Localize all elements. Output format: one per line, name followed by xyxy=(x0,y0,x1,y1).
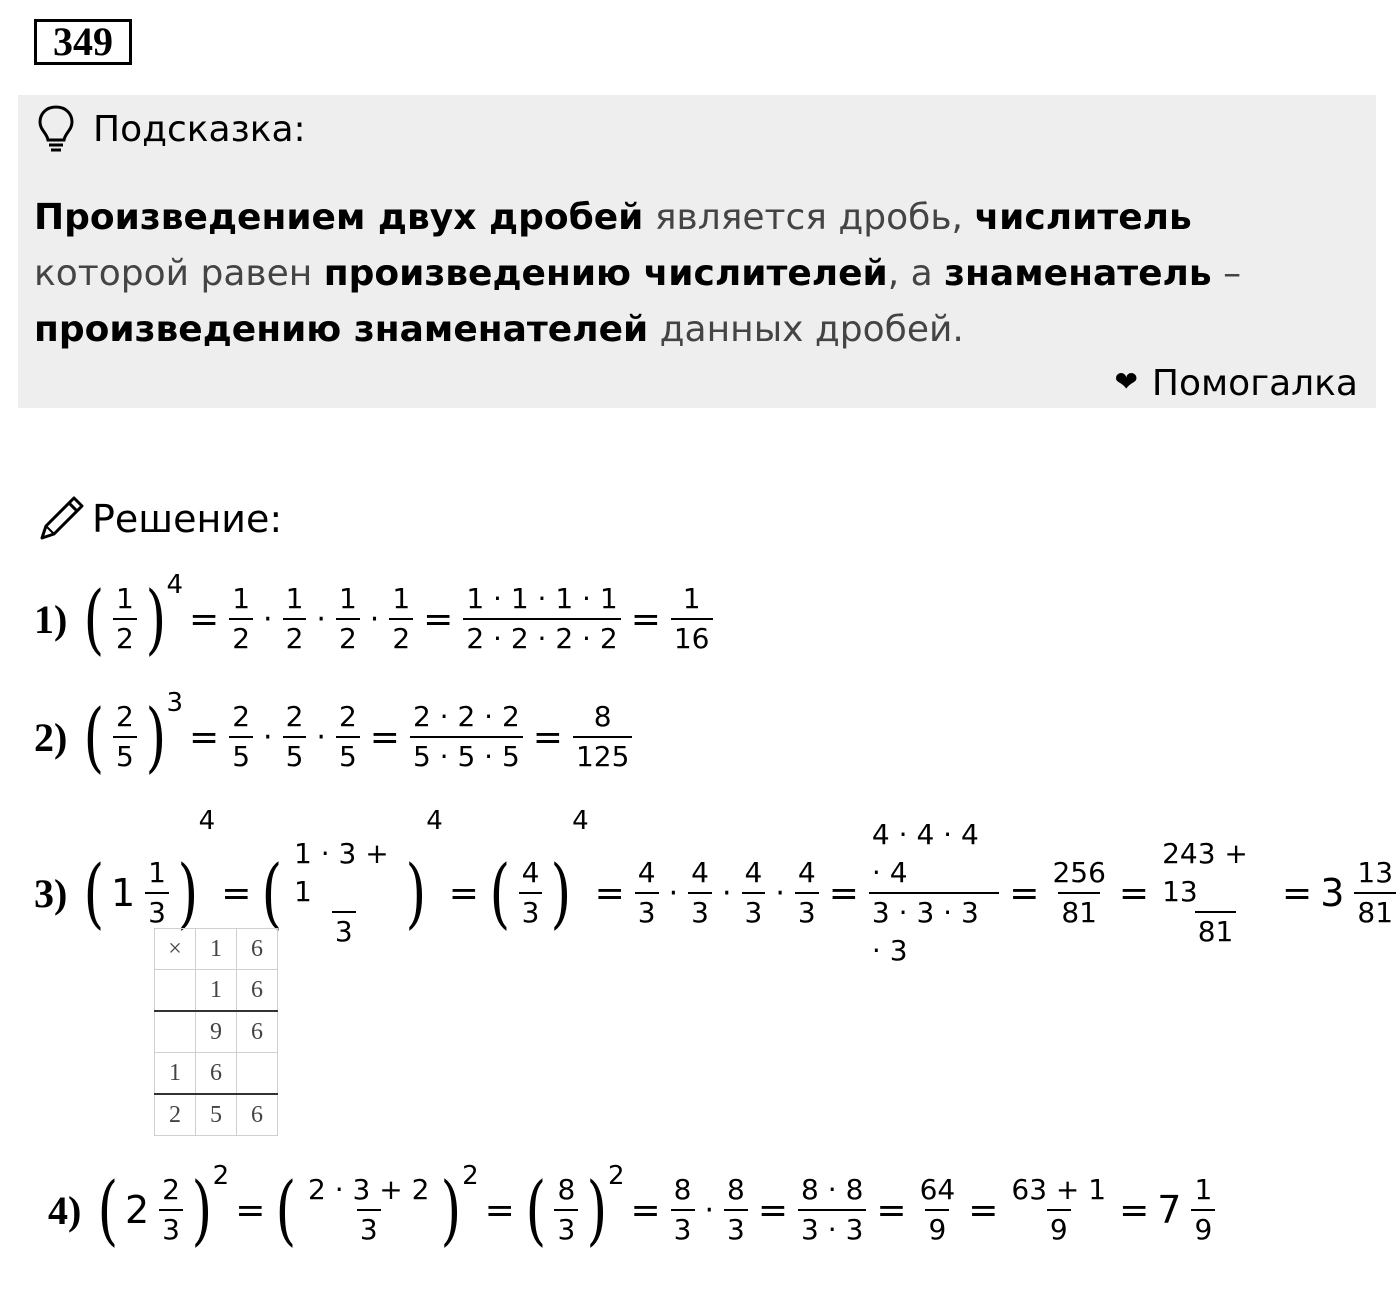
equals-sign: = xyxy=(1118,872,1150,914)
numerator: 4 · 4 · 4 · 4 xyxy=(871,818,979,889)
fraction xyxy=(742,854,766,932)
equals-sign: = xyxy=(876,1189,907,1231)
right-paren: ) xyxy=(145,574,167,663)
denominator: 2 xyxy=(229,618,253,658)
fraction xyxy=(305,1171,432,1249)
denominator: 2 xyxy=(113,618,137,658)
whole-part: 2 xyxy=(124,1188,150,1232)
hint-title: Подсказка: xyxy=(93,109,306,150)
equals-sign: = xyxy=(423,598,454,640)
multiply-dot: · xyxy=(668,875,679,911)
multiplication-table xyxy=(154,928,278,1136)
equals-sign: = xyxy=(484,1189,515,1231)
hint-bold-term: произведению знаменателей xyxy=(34,309,649,350)
denominator: 125 xyxy=(573,736,632,776)
exponent: 2 xyxy=(212,1161,230,1191)
numerator: 2 xyxy=(285,700,304,733)
fraction xyxy=(145,854,169,932)
table-cell: 6 xyxy=(237,1011,278,1053)
left-paren: ( xyxy=(83,848,105,937)
exponent: 4 xyxy=(166,570,184,600)
table-row xyxy=(155,1053,278,1095)
fraction xyxy=(229,580,253,658)
numerator: 4 xyxy=(797,856,816,889)
numerator: 8 xyxy=(593,700,612,733)
numerator: 1 xyxy=(285,582,304,615)
equals-sign: = xyxy=(532,716,563,758)
fraction xyxy=(798,1171,866,1249)
hint-text-part: , а xyxy=(887,253,945,294)
denominator: 3 xyxy=(357,1209,381,1249)
numerator: 8 xyxy=(727,1173,745,1206)
heart-icon: ❤ xyxy=(1114,365,1138,398)
denominator: 3 xyxy=(795,892,819,932)
denominator: 3 xyxy=(332,911,356,951)
multiply-dot: · xyxy=(775,875,785,911)
equals-sign: = xyxy=(189,716,220,758)
table-cell xyxy=(155,1011,196,1053)
numerator: 1 xyxy=(148,856,166,889)
table-cell: 6 xyxy=(237,1094,278,1136)
table-cell: 6 xyxy=(237,929,278,970)
numerator: 1 xyxy=(392,582,411,615)
equals-sign: = xyxy=(828,872,859,914)
numerator: 8 · 8 xyxy=(801,1173,864,1206)
denominator: 3 xyxy=(724,1209,748,1249)
equals-sign: = xyxy=(1009,872,1040,914)
fraction xyxy=(1008,1171,1109,1249)
equals-sign: = xyxy=(189,598,220,640)
fraction xyxy=(463,580,620,658)
multiply-dot: · xyxy=(316,719,326,755)
numerator: 63 + 1 xyxy=(1011,1173,1107,1206)
hint-bold-term: знаменатель xyxy=(944,253,1212,294)
exponent: 4 xyxy=(572,806,589,836)
fraction xyxy=(1191,1171,1215,1249)
denominator: 2 · 2 · 2 · 2 xyxy=(463,618,620,658)
denominator: 5 xyxy=(283,736,307,776)
numerator: 8 xyxy=(557,1173,576,1206)
numerator: 2 xyxy=(162,1173,180,1206)
fraction xyxy=(283,580,307,658)
fraction xyxy=(1354,854,1396,932)
multiply-dot: · xyxy=(263,719,273,755)
hint-text xyxy=(34,190,1354,358)
exponent: 2 xyxy=(462,1161,479,1191)
denominator: 5 xyxy=(336,736,360,776)
numerator: 2 · 3 + 2 xyxy=(308,1173,430,1206)
multiply-dot: · xyxy=(704,1192,715,1228)
numerator: 8 xyxy=(673,1173,692,1206)
denominator: 3 xyxy=(159,1209,183,1249)
denominator: 3 · 3 xyxy=(798,1209,866,1249)
hint-bold-term: Произведением двух дробей xyxy=(34,197,644,238)
exponent: 4 xyxy=(426,806,443,836)
numerator: 13 xyxy=(1357,856,1394,889)
denominator: 3 xyxy=(635,892,659,932)
whole-part: 3 xyxy=(1320,871,1345,915)
denominator: 9 xyxy=(1191,1209,1215,1249)
table-cell: 2 xyxy=(155,1094,196,1136)
right-paren: ) xyxy=(191,1165,213,1254)
denominator: 81 xyxy=(1354,892,1396,932)
hint-text-part: является дробь, xyxy=(643,197,975,238)
fraction xyxy=(671,580,713,658)
fraction xyxy=(671,1171,695,1249)
equals-sign: = xyxy=(968,1189,999,1231)
numerator: 1 xyxy=(682,582,701,615)
right-paren: ) xyxy=(440,1165,462,1254)
table-row xyxy=(155,929,278,970)
fraction xyxy=(688,854,712,932)
left-paren: ( xyxy=(275,1165,297,1254)
table-cell: 1 xyxy=(196,970,237,1012)
numerator: 4 xyxy=(637,856,656,889)
fraction xyxy=(159,1171,183,1249)
denominator: 16 xyxy=(671,618,713,658)
numerator: 4 xyxy=(744,856,763,889)
fraction xyxy=(917,1171,959,1249)
row-label: 2) xyxy=(34,714,68,760)
whole-part: 1 xyxy=(110,871,136,915)
right-paren: ) xyxy=(177,848,199,937)
equals-sign: = xyxy=(369,716,400,758)
denominator: 5 · 5 · 5 xyxy=(410,736,523,776)
table-cell xyxy=(237,1053,278,1095)
table-row xyxy=(155,970,278,1012)
denominator: 3 xyxy=(145,892,169,932)
equals-sign: = xyxy=(1282,872,1313,914)
fraction xyxy=(291,835,397,951)
numerator: 2 xyxy=(338,700,357,733)
left-paren: ( xyxy=(97,1165,119,1254)
left-paren: ( xyxy=(489,848,511,937)
left-paren: ( xyxy=(261,848,283,937)
equals-sign: = xyxy=(1119,1189,1150,1231)
numerator: 1 xyxy=(232,582,251,615)
solution-row-1 xyxy=(34,570,717,663)
denominator: 5 xyxy=(229,736,253,776)
equals-sign: = xyxy=(594,872,625,914)
numerator: 1 xyxy=(115,582,134,615)
multiply-dot: · xyxy=(722,875,732,911)
denominator: 81 xyxy=(1195,911,1237,951)
numerator: 1 xyxy=(1194,1173,1213,1206)
right-paren: ) xyxy=(550,848,572,937)
denominator: 3 xyxy=(519,892,543,932)
numerator: 1 · 3 + 1 xyxy=(294,837,389,908)
brand-label: Помогалка xyxy=(1151,363,1358,404)
solution-title: Решение: xyxy=(92,497,283,541)
row-label: 3) xyxy=(34,870,68,916)
equals-sign: = xyxy=(757,1189,789,1231)
numerator: 2 xyxy=(232,700,251,733)
denominator: 3 xyxy=(671,1209,695,1249)
table-cell: 6 xyxy=(237,970,278,1012)
row-label: 4) xyxy=(48,1187,82,1233)
fraction xyxy=(336,580,360,658)
table-cell: 9 xyxy=(196,1011,237,1053)
task-number: 349 xyxy=(34,19,132,65)
table-row xyxy=(155,1094,278,1136)
brand xyxy=(1114,360,1358,406)
hint-bold-term: произведению числителей xyxy=(323,253,888,294)
fraction xyxy=(113,698,137,776)
denominator: 9 xyxy=(925,1209,949,1249)
fraction xyxy=(410,698,523,776)
fraction xyxy=(795,854,819,932)
fraction xyxy=(283,698,307,776)
solution-row-2 xyxy=(34,688,636,781)
fraction xyxy=(336,698,360,776)
left-paren: ( xyxy=(83,692,105,781)
row-label: 1) xyxy=(34,596,68,642)
fraction xyxy=(724,1171,748,1249)
denominator: 2 xyxy=(389,618,413,658)
denominator: 3 xyxy=(554,1209,578,1249)
fraction xyxy=(1049,854,1108,932)
hint-bold-term: числитель xyxy=(974,197,1192,238)
left-paren: ( xyxy=(83,574,105,663)
numerator: 243 + 13 xyxy=(1162,837,1248,908)
multiply-dot: · xyxy=(369,601,380,637)
fraction xyxy=(573,698,632,776)
equals-sign: = xyxy=(630,1189,661,1231)
equals-sign: = xyxy=(448,872,479,914)
pencil-icon xyxy=(36,492,88,544)
numerator: 2 xyxy=(115,700,134,733)
table-cell: 5 xyxy=(196,1094,237,1136)
fraction xyxy=(554,1171,578,1249)
numerator: 1 xyxy=(338,582,357,615)
numerator: 256 xyxy=(1052,856,1106,889)
fraction xyxy=(869,816,999,970)
left-paren: ( xyxy=(525,1165,547,1254)
denominator: 81 xyxy=(1058,892,1100,932)
hint-text-part: которой равен xyxy=(34,253,324,294)
exponent: 3 xyxy=(166,688,184,718)
exponent: 2 xyxy=(607,1161,625,1191)
right-paren: ) xyxy=(145,692,167,781)
fraction xyxy=(635,854,659,932)
solution-row-4 xyxy=(48,1161,1219,1254)
right-paren: ) xyxy=(405,848,426,937)
exponent: 4 xyxy=(198,806,216,836)
lightbulb-icon xyxy=(36,104,76,156)
numerator: 2 · 2 · 2 xyxy=(412,700,520,733)
hint-text-part: – xyxy=(1211,253,1242,294)
numerator: 4 xyxy=(521,856,540,889)
denominator: 2 xyxy=(336,618,360,658)
numerator: 1 · 1 · 1 · 1 xyxy=(466,582,618,615)
multiply-dot: · xyxy=(316,601,326,637)
fraction xyxy=(229,698,253,776)
multiply-dot: · xyxy=(263,601,273,637)
right-paren: ) xyxy=(586,1165,608,1254)
whole-part: 7 xyxy=(1157,1188,1182,1232)
fraction xyxy=(113,580,137,658)
hint-text-part: данных дробей. xyxy=(648,309,964,350)
fraction xyxy=(389,580,413,658)
denominator: 2 xyxy=(283,618,307,658)
fraction xyxy=(1159,835,1272,951)
denominator: 5 xyxy=(113,736,137,776)
equals-sign: = xyxy=(235,1189,266,1231)
denominator: 3 xyxy=(688,892,712,932)
equals-sign: = xyxy=(630,598,661,640)
denominator: 3 · 3 · 3 · 3 xyxy=(869,892,999,970)
table-cell: 6 xyxy=(196,1053,237,1095)
table-row xyxy=(155,1011,278,1053)
table-cell: 1 xyxy=(155,1053,196,1095)
numerator: 4 xyxy=(691,856,709,889)
denominator: 9 xyxy=(1047,1209,1071,1249)
table-cell xyxy=(155,970,196,1012)
table-cell: × xyxy=(155,929,196,970)
equals-sign: = xyxy=(221,872,252,914)
fraction xyxy=(519,854,543,932)
table-cell: 1 xyxy=(196,929,237,970)
denominator: 3 xyxy=(742,892,766,932)
numerator: 64 xyxy=(919,1173,956,1206)
